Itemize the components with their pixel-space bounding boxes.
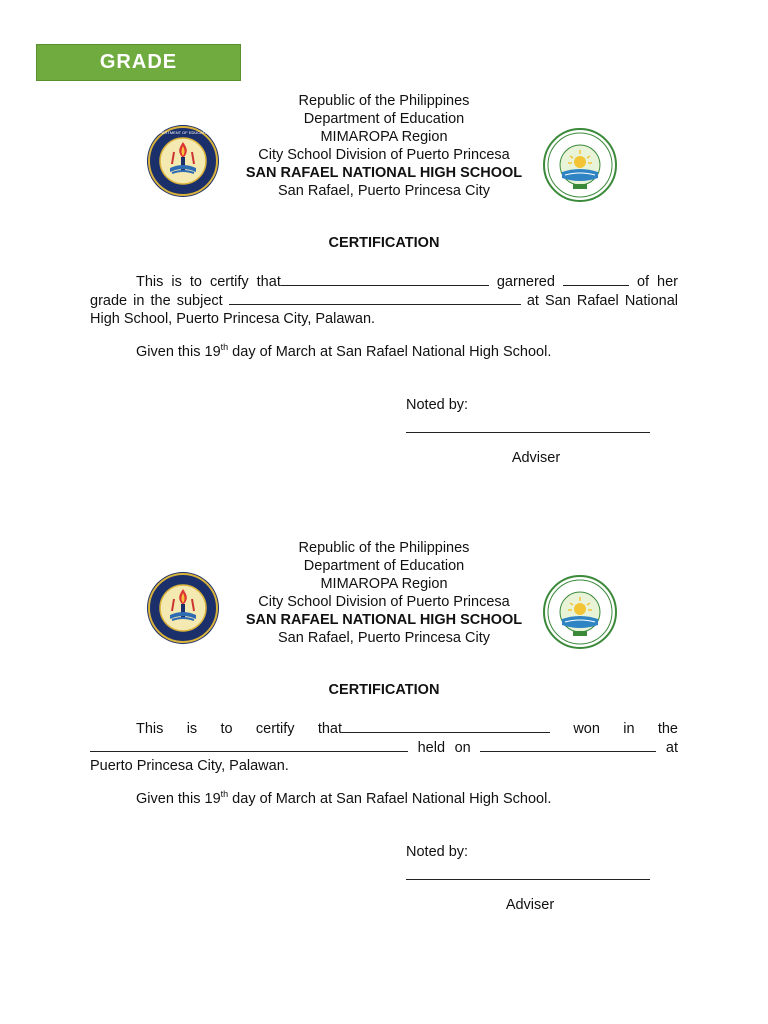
- given-prefix: Given this 19: [136, 790, 221, 807]
- body-text-c: of her: [636, 274, 678, 290]
- header-school-name: SAN RAFAEL NATIONAL HIGH SCHOOL: [245, 612, 523, 628]
- certificate-1: [0, 92, 768, 466]
- noted-by-label: Noted by:: [406, 397, 469, 413]
- grade-badge-label: GRADE: [99, 51, 178, 73]
- body-text-e: at San Rafael National: [526, 293, 679, 309]
- body-word: is: [186, 721, 198, 737]
- grade-blank[interactable]: [563, 272, 629, 286]
- event-blank[interactable]: [90, 738, 408, 752]
- header-republic: Republic of the Philippines: [298, 540, 470, 556]
- deped-seal-icon: [146, 571, 220, 645]
- header-republic: Republic of the Philippines: [298, 93, 470, 109]
- given-rest: day of March at San Rafael National High School.: [228, 343, 552, 360]
- body-word: Puerto Princesa City, Palawan.: [90, 758, 289, 774]
- subject-blank[interactable]: [229, 291, 521, 305]
- certification-title: CERTIFICATION: [328, 682, 440, 698]
- body-text-f: High School, Puerto Princesa City, Palawan.: [90, 311, 376, 327]
- certificate-2: [0, 539, 768, 913]
- body-text-a: This is to certify that: [136, 274, 281, 290]
- letterhead: [0, 92, 768, 200]
- header-region: MIMAROPA Region: [320, 576, 448, 592]
- body-word: to: [220, 721, 233, 737]
- name-blank[interactable]: [342, 719, 550, 733]
- body-word: at: [665, 740, 679, 756]
- body-text-b: garnered: [496, 274, 555, 290]
- grade-badge: [36, 44, 241, 81]
- letterhead: [0, 539, 768, 647]
- body-word: that: [317, 721, 343, 737]
- body-word: certify: [255, 721, 295, 737]
- school-seal-icon: [543, 575, 617, 649]
- body-word: in: [623, 721, 635, 737]
- given-date-line: [136, 789, 551, 807]
- header-division: City School Division of Puerto Princesa: [258, 594, 510, 610]
- signature-line[interactable]: [406, 432, 650, 433]
- given-suffix: th: [220, 342, 229, 352]
- header-division: City School Division of Puerto Princesa: [258, 147, 510, 163]
- signature-line[interactable]: [406, 879, 650, 880]
- header-department: Department of Education: [303, 558, 465, 574]
- given-rest: day of March at San Rafael National High School.: [228, 790, 552, 807]
- header-department: Department of Education: [303, 111, 465, 127]
- header-school-name: SAN RAFAEL NATIONAL HIGH SCHOOL: [245, 165, 523, 181]
- certification-body: [90, 719, 678, 775]
- body-word: won: [573, 721, 600, 737]
- header-address: San Rafael, Puerto Princesa City: [278, 630, 490, 646]
- body-word: the: [657, 721, 678, 737]
- svg-text:DEPARTMENT OF EDUCATION: DEPARTMENT OF EDUCATION: [153, 130, 213, 135]
- school-seal-icon: [543, 128, 617, 202]
- given-date-line: [136, 342, 551, 360]
- body-word: This: [136, 721, 164, 737]
- given-prefix: Given this 19: [136, 343, 221, 360]
- date-blank[interactable]: [480, 738, 656, 752]
- body-word: held on: [417, 740, 471, 756]
- name-blank[interactable]: [281, 272, 489, 286]
- certification-title: CERTIFICATION: [328, 235, 440, 251]
- given-suffix: th: [220, 789, 229, 799]
- adviser-label: Adviser: [511, 450, 561, 466]
- body-text-d: grade in the subject: [90, 293, 223, 309]
- noted-by-label: Noted by:: [406, 844, 469, 860]
- adviser-label: Adviser: [505, 897, 555, 913]
- deped-seal-icon: [146, 124, 220, 198]
- certification-body: [90, 272, 678, 328]
- header-address: San Rafael, Puerto Princesa City: [278, 183, 490, 199]
- header-region: MIMAROPA Region: [320, 129, 448, 145]
